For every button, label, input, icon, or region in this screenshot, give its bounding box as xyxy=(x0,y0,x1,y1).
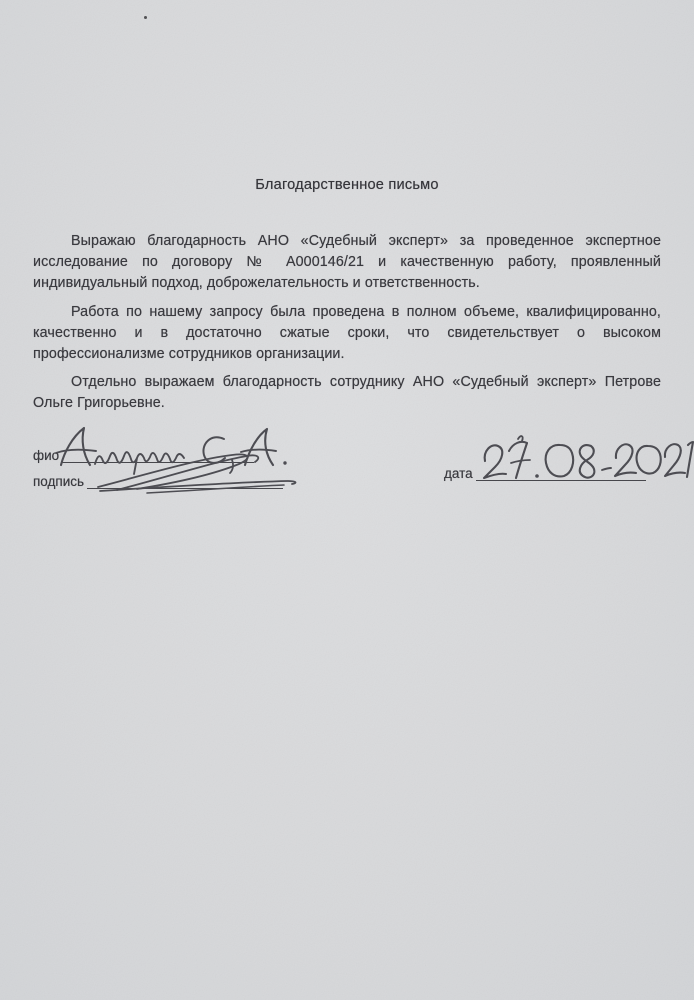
paragraph-employee-thanks: Отдельно выражаем благодарность сотруднику АНО «Судебный эксперт» Петрове Ольге Григорьевне. xyxy=(33,374,661,411)
date-row xyxy=(444,467,646,481)
scan-speck xyxy=(144,16,147,19)
fio-underline xyxy=(62,462,254,463)
signature-label: подпись xyxy=(33,474,85,489)
signature-row xyxy=(33,475,283,489)
fio-label: фио xyxy=(33,448,60,463)
date-label: дата xyxy=(444,466,473,481)
letter-title: Благодарственное письмо xyxy=(255,177,439,193)
letter-body xyxy=(33,177,661,422)
date-underline xyxy=(476,480,646,481)
signature-underline xyxy=(87,488,283,489)
fio-row xyxy=(33,449,254,463)
paragraph-gratitude: Выражаю благодарность АНО «Судебный эксперт» за проведенное экспертное исследование по договору № А000146/21 и качественную работу, проявленный индивидуальный подход, доброжелательность и ответственность. xyxy=(33,233,661,291)
handwritten-name xyxy=(55,420,295,475)
paragraph-work-quality: Работа по нашему запросу была проведена в полном объеме, квалифицированно, качественно и в достаточно сжатые сроки, что свидетельствует о высоком профессионализме сотрудников организации. xyxy=(33,303,661,362)
